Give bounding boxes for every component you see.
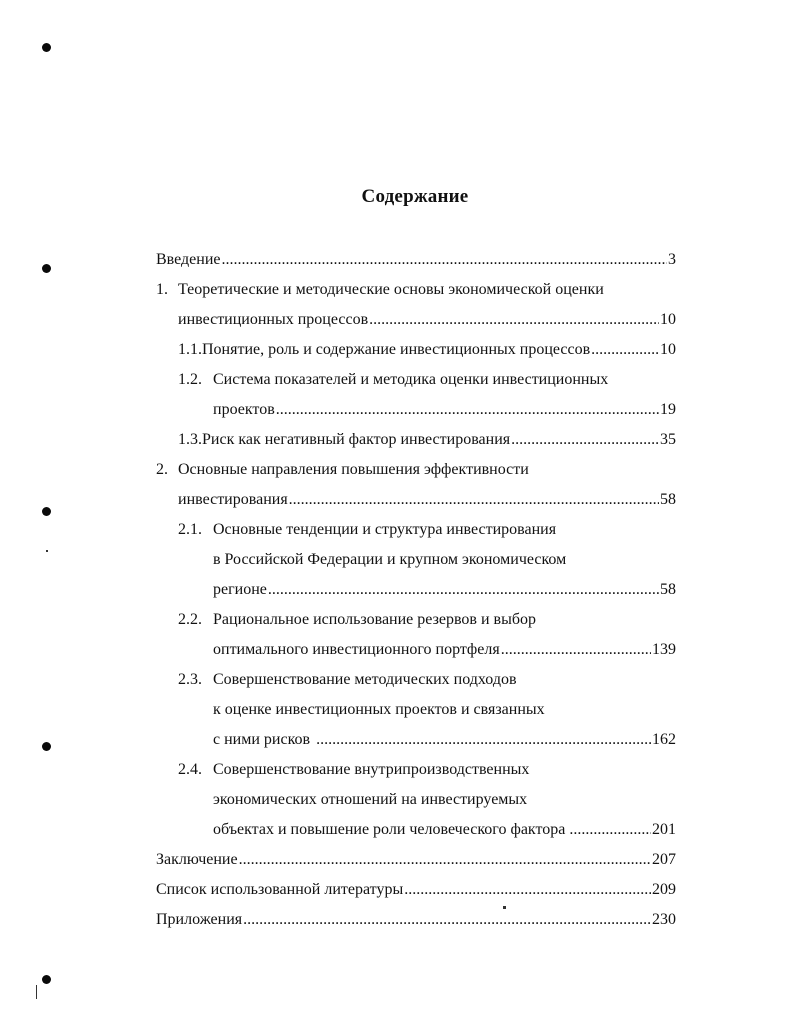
toc-entry-section-2-4: [178, 755, 676, 785]
toc-leader-dots: [511, 425, 659, 455]
toc-page-number: 19: [660, 401, 676, 418]
toc-entry-chapter-2-cont: [178, 485, 676, 515]
toc-entry-text: объектах и повышение роли человеческого фактора: [213, 821, 566, 838]
toc-entry-section-1-1: [178, 335, 676, 365]
toc-entry-text: Рациональное использование резервов и выбор: [213, 611, 536, 628]
toc-entry-text: с ними рисков: [213, 731, 311, 748]
toc-page-number: 35: [660, 431, 676, 448]
toc-entry-number: 1.: [156, 281, 168, 298]
toc-leader-dots: [591, 335, 659, 365]
toc-entry-chapter-1-cont: [178, 305, 676, 335]
toc-entry-text: проектов: [213, 401, 275, 418]
toc-entry-number: 2.2.: [178, 611, 202, 628]
toc-entry-section-2-4-cont: [213, 815, 676, 845]
page-title: Содержание: [361, 186, 469, 207]
binder-hole-1: [42, 43, 51, 52]
toc-entry-text: регионе: [213, 581, 267, 598]
toc-entry-section-2-1: [178, 515, 676, 545]
toc-entry-number: 2.4.: [178, 761, 202, 778]
toc-page-number: 162: [652, 731, 676, 748]
binder-hole-3: [42, 507, 51, 516]
binder-hole-4: [42, 742, 51, 751]
toc-entry-text: инвестирования: [178, 491, 288, 508]
toc-leader-dots: [569, 815, 651, 845]
toc-entry-section-2-4-cont: [213, 785, 676, 815]
toc-page-number: 201: [652, 821, 676, 838]
toc-entry-text: в Российской Федерации и крупном экономическом: [213, 551, 567, 568]
toc-entry-text: Совершенствование методических подходов: [213, 671, 517, 688]
toc-entry-number: 1.2.: [178, 371, 202, 388]
toc-entry-section-2-2: [178, 605, 676, 635]
toc-entry-text: Заключение: [156, 851, 238, 868]
toc-entry-section-2-2-cont: [213, 635, 676, 665]
toc-leader-dots: [316, 725, 651, 755]
toc-entry-bibliography: [156, 875, 676, 905]
toc-page-number: 207: [652, 851, 676, 868]
toc-entry-section-2-3-cont: [213, 695, 676, 725]
toc-entry-number: 2.1.: [178, 521, 202, 538]
toc-entry-section-2-3: [178, 665, 676, 695]
toc-entry-text: Теоретические и методические основы экономической оценки: [178, 281, 604, 298]
toc-entry-text: Система показателей и методика оценки инвестиционных: [213, 371, 609, 388]
toc-entry-text: Риск как негативный фактор инвестирования: [202, 431, 511, 448]
toc-entry-number: 1.1.: [178, 341, 202, 358]
toc-entry-text: инвестиционных процессов: [178, 311, 369, 328]
toc-entry-conclusion: [156, 845, 676, 875]
toc-entry-section-2-1-cont: [213, 575, 676, 605]
toc-leader-dots: [369, 305, 659, 335]
toc-page-number: 209: [652, 881, 676, 898]
toc-leader-dots: [501, 635, 651, 665]
toc-entry-text: к оценке инвестиционных проектов и связанных: [213, 701, 545, 718]
toc-page-number: 58: [660, 491, 676, 508]
toc-leader-dots: [243, 905, 651, 935]
toc-leader-dots: [289, 485, 659, 515]
toc-leader-dots: [268, 575, 659, 605]
toc-entry-chapter-2: [156, 455, 676, 485]
toc-entry-text: Понятие, роль и содержание инвестиционных процессов: [202, 341, 591, 358]
binder-hole-2: [42, 264, 51, 273]
toc-entry-section-2-1-cont: [213, 545, 676, 575]
toc-entry-text: Введение: [156, 251, 221, 268]
toc-entry-number: 1.3.: [178, 431, 202, 448]
scan-speck: [46, 550, 48, 552]
toc-leader-dots: [276, 395, 659, 425]
toc-entry-section-1-2: [178, 365, 676, 395]
toc-leader-dots: [404, 875, 651, 905]
toc-entry-text: Приложения: [156, 911, 243, 928]
toc-page-number: 3: [668, 251, 676, 268]
toc-entry-section-1-2-cont: [213, 395, 676, 425]
toc-leader-dots: [239, 845, 651, 875]
toc-entry-number: 2.3.: [178, 671, 202, 688]
toc-entry-section-1-3: [178, 425, 676, 455]
toc-entry-text: Совершенствование внутрипроизводственных: [213, 761, 530, 778]
toc-entry-text: экономических отношений на инвестируемых: [213, 791, 528, 808]
scan-speck: [36, 985, 37, 999]
toc-leader-dots: [222, 245, 668, 275]
toc-entry-text: оптимального инвестиционного портфеля: [213, 641, 500, 658]
toc-entry-text: Основные тенденции и структура инвестирования: [213, 521, 557, 538]
toc-entry-section-2-3-cont: [213, 725, 676, 755]
toc-page-number: 10: [660, 341, 676, 358]
toc-entry-number: 2.: [156, 461, 168, 478]
toc-entry-text: Список использованной литературы: [156, 881, 404, 898]
toc-page-number: 230: [652, 911, 676, 928]
toc-entry-introduction: [156, 245, 676, 275]
toc-entry-appendices: [156, 905, 676, 935]
toc-page-number: 10: [660, 311, 676, 328]
toc-page-number: 139: [652, 641, 676, 658]
toc-page-number: 58: [660, 581, 676, 598]
toc-entry-chapter-1: [156, 275, 676, 305]
toc-entry-text: Основные направления повышения эффективности: [178, 461, 529, 478]
binder-hole-5: [42, 975, 51, 984]
